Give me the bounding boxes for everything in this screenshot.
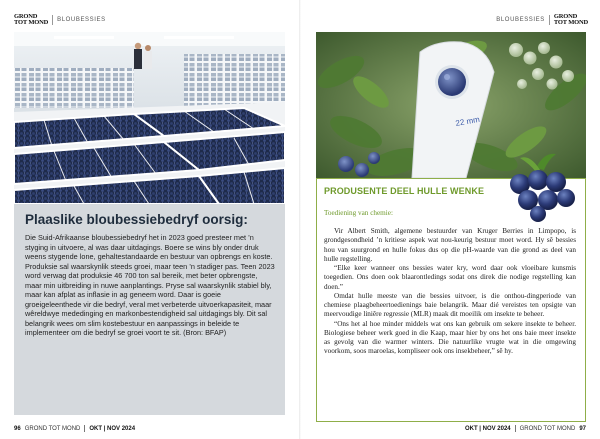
magazine-logo: GROND TOT MOND: [553, 13, 588, 26]
tips-paragraph: Vir Albert Smith, algemene bestuurder van Kruger Berries in Limpopo, is grondgesondheid ’n kritiese aspek wat nou-keurig bestuur moet word. Hy sê bessies hou van suurgrond en hulle fokus dus op die pH-waarde van die grond as deel van hulle regstelling.: [324, 227, 576, 263]
overview-paragraph: Die Suid-Afrikaanse bloubessiebedryf het in 2023 goed presteer met ’n styging in uitvoere, al was daar uitdagings. Boere se wins bly onder druk weens stygende lone, gehaltestandaarde en bestuur van opbrengs en koste.: [25, 233, 273, 262]
issue-date: OKT | NOV 2024: [464, 425, 511, 432]
magazine-name: GROND TOT MOND: [519, 425, 576, 432]
tips-subheading: Toediening van chemie:: [324, 209, 393, 217]
section-label: BLOUBESSIES: [496, 17, 545, 23]
right-page-footer: [465, 425, 586, 432]
section-label: BLOUBESSIES: [57, 17, 106, 23]
tips-paragraph: “Ons het al hoe minder middels wat ons kan gebruik om sekere insekte te beheer. Biologiese beheer werk goed in die Kaap, maar hier by ons het ons baie meer insekte as gevolg van die warmer winters. Die natuurlike vrugte wat in die omgewing voorkom, soos maroelas, kompliseer ook ons insekbeheer,” sê hy.: [324, 319, 576, 356]
header-separator: [549, 15, 550, 25]
left-page-header: [14, 14, 106, 26]
page-gutter: [299, 0, 301, 439]
overview-heading: Plaaslike bloubessiebedryf oorsig:: [25, 212, 248, 227]
packhouse-photo: [14, 32, 285, 204]
tips-heading: PRODUSENTE DEEL HULLE WENKE: [324, 186, 485, 196]
right-page-header: [496, 14, 588, 26]
blueberry-cluster-image: [500, 150, 580, 222]
overview-body: [25, 233, 275, 338]
sizing-label: 22 mm: [454, 114, 481, 128]
tips-paragraph: “Elke keer wanneer ons bessies water kry, word daar ook vloeibare kunsmis toegedien. Ons doen ook blaarontledings sodat ons direk die nodige regstelling kan doen.”: [324, 264, 576, 291]
page-number: 96: [14, 425, 21, 432]
industry-overview-box: [14, 204, 285, 415]
footer-separator: [515, 425, 516, 432]
left-page-footer: [14, 425, 135, 432]
tips-paragraph: Omdat hulle meeste van die bessies uitvoer, is die onthou-dingperiode van chemiese plaagbeheertoedienings baie belangrik. Maar dié vereistes ten opsigte van meervoudige liniêre regressie (MLR) maak dit moeilik om insekte te beheer.: [324, 291, 576, 319]
tips-body: [324, 227, 576, 357]
magazine-name: GROND TOT MOND: [24, 425, 81, 432]
header-separator: [52, 15, 53, 25]
footer-separator: [84, 425, 85, 432]
magazine-logo: GROND TOT MOND: [14, 13, 49, 26]
page-number: 97: [579, 425, 586, 432]
blueberry-crates-image: [14, 32, 285, 204]
overview-paragraph: Produksie sal waarskynlik steeds groei, maar teen ’n stadiger pas. Teen 2023 word verwag dat produksie 46 700 ton sal bereik, met beter opbrengste, maar min uitbreiding in nuwe aanplantings. Pryse sal waarskynlik stabiel bly, maar kan afplat as inflasie in ag geneem word. Daar is goeie groeigeleenthede vir die bedryf, veral met verbeterde uitvoerkapasiteit, maar wêreldwye mededinging en markonbestendigheid sal uitdagings bly. Dit sal belangrik wees om slim kostebestuur en aanpassings in beleide te implementeer om die bedryf se groei voort te sit. (Bron: BFAP): [25, 261, 275, 338]
issue-date: OKT | NOV 2024: [89, 425, 136, 432]
